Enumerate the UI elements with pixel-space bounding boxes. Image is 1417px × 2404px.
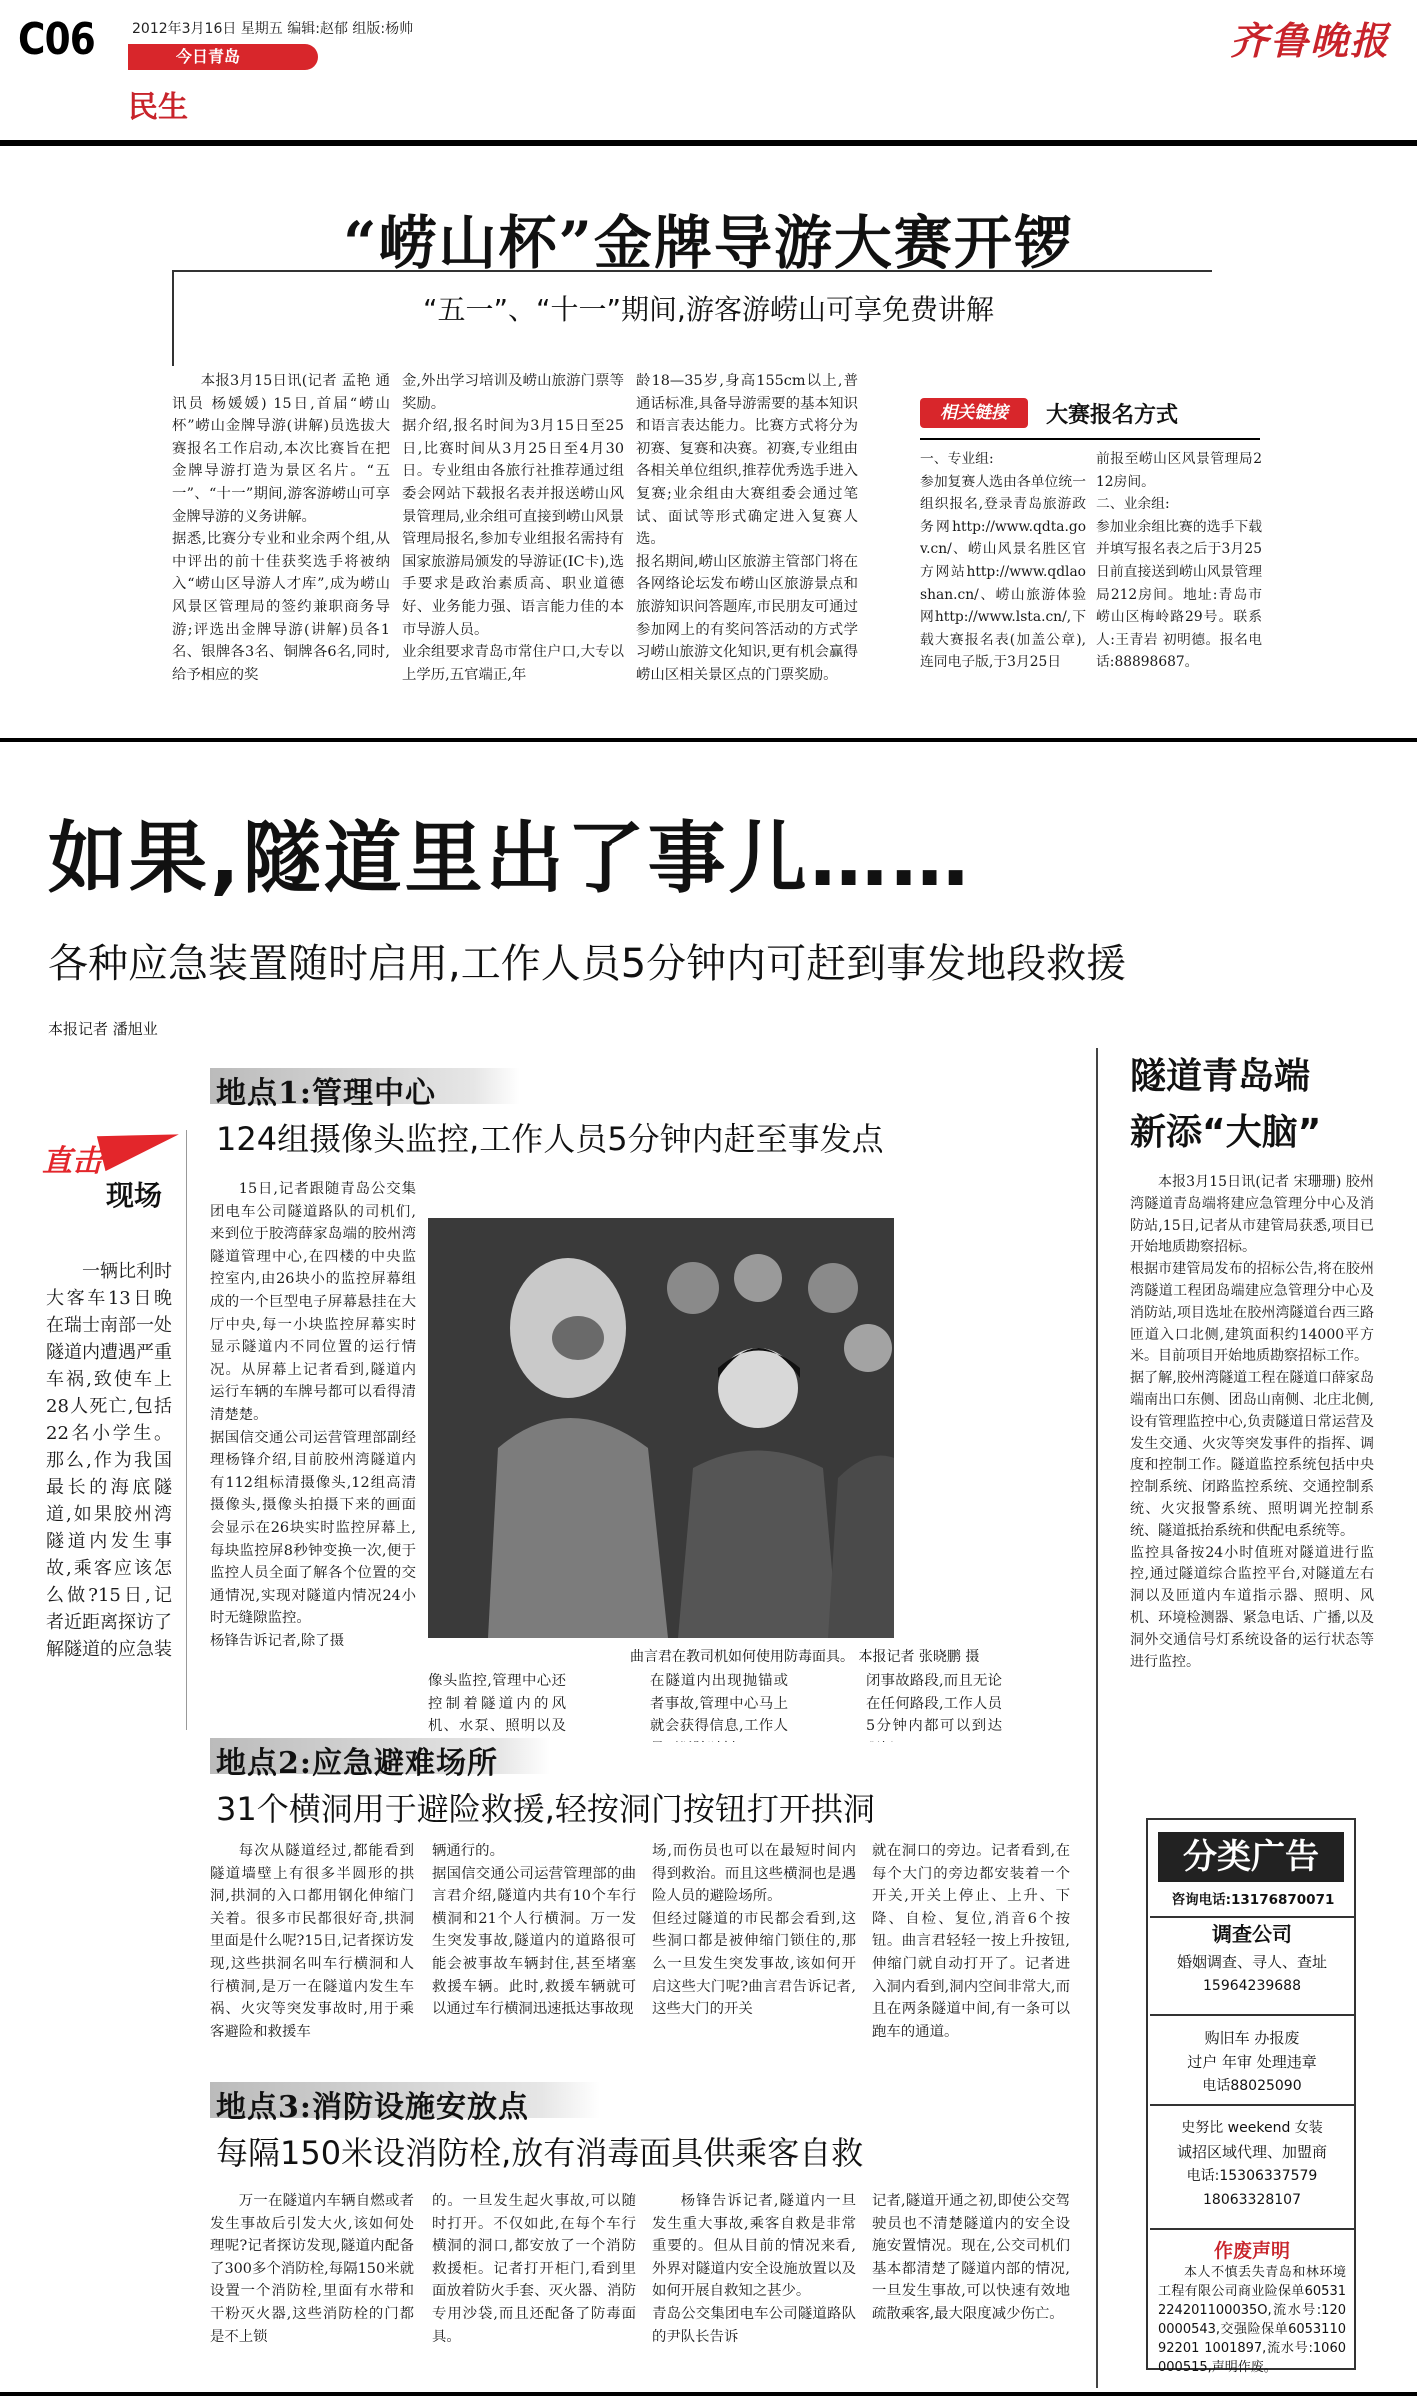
s1-col2-text: 像头监控,管理中心还控制着隧道内的风机、水泵、照明以及 — [428, 1673, 566, 1735]
s3-col4-text: 记者,隧道开通之初,即使公交驾驶员也不清楚隧道内的安全设施安置情况。现在,公交司机们基本都清楚了隧道内部的情况,一旦发生事故,可以快速有效地疏散乘客,最大限度减少伤亡。 — [872, 2193, 1070, 2322]
article1-box — [172, 270, 1212, 366]
ad-shop-phone2: 18063328107 — [1203, 2192, 1301, 2208]
article1-col2-text: 金,外出学习培训及崂山旅游门票等奖励。 据介绍,报名时间为3月15日至25日,比赛时间从3月25日至4月30日。专业组由各旅行社推荐通过组委会网站下载报名表并报送崂山风景管理局,业余组可直接到崂山风景管理局报名,参加专业组报名需持有国家旅游局颁发的导游证(IC卡),选手要求是政治素质高、职业道德好、业务能力强、语言能力佳的本市导游人员。 业余组要求青岛市常住户口,大专以上学历,五官端正,年 — [402, 373, 624, 683]
woman-body — [678, 1451, 838, 1639]
figure-left-body — [488, 1418, 668, 1638]
ad-survey — [1150, 1916, 1354, 2010]
article2-intro — [46, 1258, 172, 1664]
ad-survey-phone: 15964239688 — [1203, 1978, 1301, 1994]
related-link-badge: 相关链接 — [920, 398, 1028, 428]
s2-col2 — [432, 1840, 636, 2052]
face-1 — [667, 1262, 719, 1314]
section-tag: 今日青岛 — [128, 44, 318, 70]
classifieds-hotline: 咨询电话:13176870071 — [1171, 1892, 1335, 1908]
article3-headline-line1: 隧道青岛端 — [1130, 1056, 1311, 1097]
ad-void-title: 作废声明 — [1213, 2240, 1290, 2262]
article1-col2 — [402, 370, 624, 700]
article1-col3-text: 龄18—35岁,身高155cm以上,普通话标准,具备导游需要的基本知识和语言表达能力。比赛方式将分为初赛、复赛和决赛。初赛,专业组由各相关单位组织,推荐优秀选手进入复赛;业余组由大赛组委会通过笔试、面试等形式确定进入复赛人选。 报名期间,崂山区旅游主管部门将在各网络论坛发布崂山区旅游景点和旅游知识问答题库,市民朋友可通过参加网上的有奖问答活动的方式学习崂山旅游文化知识,更有机会赢得崂山区相关景区点的门票奖励。 — [636, 373, 858, 683]
s1-col1 — [210, 1178, 416, 1720]
figure-right — [828, 1456, 894, 1639]
s1-kicker: 地点1:管理中心 — [216, 1076, 436, 1111]
s1-col2 — [428, 1670, 566, 1742]
ad-car-line1: 购旧车 办报废 — [1204, 2029, 1300, 2047]
article2-headline: 如果,隧道里出了事儿…… — [48, 814, 972, 904]
article3-body-text: 本报3月15日讯(记者 宋珊珊) 胶州湾隧道青岛端将建应急管理分中心及消防站,15日,记者从市建管局获悉,项目已开始地质勘察招标。 根据市建管局发布的招标公告,将在胶州湾隧道工程团岛端建应急管理分中心及消防站,项目选址在胶州湾隧道台西三路匝道入口北侧,建筑面积约14000平方米。目前项目开始地质勘察招标工作。 据了解,胶州湾隧道工程在隧道口薛家岛端南出口东侧、团岛山南侧、北庄北侧,设有管理监控中心,负责隧道日常运营及发生交通、火灾等突发事件的指挥、调度和控制工作。隧道监控系统包括中央控制系统、闭路监控系统、交通控制系统、火灾报警系统、照明调光控制系统、隧道抵抬系统和供配电系统等。 监控具备按24小时值班对隧道进行监控,通过隧道综合监控平台,对隧道左右洞以及匝道内车道指示器、照明、风机、环境检测器、紧急电话、广播,以及洞外交通信号灯系统设备的运行状态等进行监控。 — [1130, 1174, 1374, 1670]
ad-car-line2: 过户 年审 处理违章 — [1187, 2053, 1317, 2071]
photo — [428, 1218, 894, 1638]
article2-byline: 本报记者 潘旭业 — [48, 1020, 158, 1038]
ad-car — [1150, 2014, 1354, 2106]
s1-col4-text: 闭事故路段,而且无论在任何路段,工作人员5分钟内都可以到达 — [866, 1673, 1002, 1735]
article1-subhead: “五一”、“十一”期间,游客游崂山可享免费讲解 — [423, 293, 994, 326]
article3-headline-line2: 新添“大脑” — [1130, 1112, 1322, 1153]
ad-shop-line2: 诚招区域代理、加盟商 — [1176, 2143, 1327, 2161]
page-number: C06 — [18, 14, 95, 65]
badge-line1: 直击 — [42, 1144, 102, 1179]
right-column-divider — [1096, 1048, 1098, 2388]
badge-line2: 现场 — [106, 1179, 163, 1212]
s3-kicker: 地点3:消防设施安放点 — [216, 2090, 529, 2125]
s1-col1-text: 15日,记者跟随青岛公交集团电车公司隧道路队的司机们,来到位于胶湾薛家岛端的胶州湾隧道管理中心,在四楼的中央监控室内,由26块小的监控屏幕组成的一个巨型电子屏幕悬挂在大厅中央,每一小块监控屏幕实时显示隧道内不同位置的运行情况。从屏幕上记者看到,隧道内运行车辆的车牌号都可以看得清清楚楚。 据国信交通公司运营管理部副经理杨锋介绍,目前胶州湾隧道内有112组标清摄像头,12组高清摄像头,摄像头拍摄下来的画面会显示在26块实时监控屏幕上,每块监控屏8秒钟变换一次,便于监控人员全面了解各个位置的交通情况,实现对隧道内情况24小时无缝隙监控。 杨锋告诉记者,除了摄 — [210, 1181, 416, 1649]
s3-col2 — [432, 2190, 636, 2368]
photo-illustration — [428, 1218, 894, 1638]
article1-bottom-rule — [0, 738, 1417, 742]
sidebar-col2 — [1096, 448, 1262, 708]
photo-caption: 曲言君在教司机如何使用防毒面具。 本报记者 张晓鹏 摄 — [630, 1649, 980, 1665]
ad-void — [1150, 2228, 1354, 2375]
issue-meta: 2012年3月16日 星期五 编辑:赵郁 组版:杨帅 — [132, 21, 414, 37]
mask-visor — [552, 1316, 604, 1360]
ad-car-phone: 电话88025090 — [1202, 2078, 1302, 2094]
face-4 — [844, 1324, 892, 1372]
s2-col4 — [872, 1840, 1070, 2052]
s1-col3-text: 在隧道内出现抛锚或者事故,管理中心马上就会获得信息,工作人 — [650, 1673, 788, 1735]
sidebar-col1 — [920, 448, 1086, 708]
sidebar-rule — [920, 438, 1260, 440]
badge-arrow — [97, 1117, 183, 1171]
face-2 — [734, 1254, 782, 1302]
ad-survey-line: 婚姻调查、寻人、查址 — [1176, 1953, 1327, 1971]
intro-divider — [186, 1130, 187, 1730]
page-bottom-rule — [0, 2392, 1417, 2396]
s2-col3-text: 场,而伤员也可以在最短时间内得到救治。而且这些横洞也是遇险人员的避险场所。 但经过隧道的市民都会看到,这些洞口都是被伸缩门锁住的,那么一旦发生突发事故,该如何开启这些大门呢?曲言君告诉记者,这些大门的开关 — [652, 1843, 856, 2018]
s3-col4 — [872, 2190, 1070, 2368]
header-rule — [0, 140, 1417, 146]
sidebar-col1-text: 一、专业组: 参加复赛人选由各单位统一组织报名,登录青岛旅游政务网http://www.qdta.gov.cn/、崂山风景名胜区官方网站http://www.qdlaoshan.cn/、崂山旅游体验网http://www.lsta.cn/,下载大赛报名表(加盖公章),连同电子版,于3月25日 — [920, 451, 1086, 671]
s2-headline: 31个横洞用于避险救援,轻按洞门按钮打开拱洞 — [216, 1790, 875, 1828]
direct-scene-badge — [36, 1122, 196, 1218]
s2-col2-text: 辆通行的。 据国信交通公司运营管理部的曲言君介绍,隧道内共有10个车行横洞和21个人行横洞。万一发生突发事故,隧道内的道路很可能会被事故车辆封住,甚至堵塞救援车辆。此时,救援车辆就可以通过车行横洞迅速抵达事故现 — [432, 1843, 636, 2018]
s2-col1 — [210, 1840, 414, 2052]
ad-shop-line1: 史努比 weekend 女装 — [1181, 2120, 1323, 2136]
ad-shop-phone1: 电话:15306337579 — [1186, 2168, 1318, 2184]
masthead-logo: 齐鲁晚报 — [1230, 18, 1391, 63]
article1-col1-text: 本报3月15日讯(记者 孟艳 通讯员 杨媛媛) 15日,首届“崂山杯”崂山金牌导游(讲解)员选拔大赛报名工作启动,本次比赛旨在把金牌导游打造为景区名片。“五一”、“十一”期间,游客游崂山可享金牌导游的义务讲解。 据悉,比赛分专业和业余两个组,从中评出的前十佳获奖选手将被纳入“崂山区导游人才库”,成为崂山风景区管理局的签约兼职商务导游;评选出金牌导游(讲解)员各1名、银牌各3名、铜牌各6名,同时,给予相应的奖 — [172, 373, 390, 683]
s1-headline: 124组摄像头监控,工作人员5分钟内赶至事发点 — [216, 1120, 884, 1158]
s1-col4 — [866, 1670, 1002, 1742]
classifieds-title: 分类广告 — [1158, 1832, 1344, 1882]
s3-col1-text: 万一在隧道内车辆自燃或者发生事故后引发大火,该如何处理呢?记者探访发现,隧道内配备了300多个消防栓,每隔150米就设置一个消防栓,里面有水带和干粉灭火器,这些消防栓的门都是不上锁 — [210, 2193, 414, 2345]
ad-shop — [1150, 2104, 1354, 2230]
article3-body — [1130, 1172, 1374, 1792]
ad-survey-title: 调查公司 — [1212, 1922, 1292, 1946]
s2-col1-text: 每次从隧道经过,都能看到隧道墙壁上有很多半圆形的拱洞,拱洞的入口都用钢化伸缩门关着。很多市民都很好奇,拱洞里面是什么呢?15日,记者探访发现,这些拱洞名叫车行横洞和人行横洞,是万一在隧道内发生车祸、火灾等突发事故时,用于乘客避险和救援车 — [210, 1843, 414, 2040]
s2-kicker: 地点2:应急避难场所 — [216, 1746, 498, 1781]
article1-headline: “崂山杯”金牌导游大赛开锣 — [343, 209, 1074, 277]
s2-col4-text: 就在洞口的旁边。记者看到,在每个大门的旁边都安装着一个开关,开关上停止、上升、下降、自检、复位,消音6个按钮。曲言君轻轻一按上升按钮,伸缩门就自动打开了。记者进入洞内看到,洞内空间非常大,而且在两条隧道中间,有一条可以跑车的通道。 — [872, 1843, 1070, 2040]
article2-subhead: 各种应急装置随时启用,工作人员5分钟内可赶到事发地段救援 — [48, 941, 1127, 987]
s3-col2-text: 的。一旦发生起火事故,可以随时打开。不仅如此,在每个车行横洞的洞口,都安放了一个消防救援柜。记者打开柜门,看到里面放着防火手套、灭火器、消防专用沙袋,而且还配备了防毒面具。 — [432, 2193, 636, 2345]
s2-col3 — [652, 1840, 856, 2052]
face-3 — [808, 1263, 858, 1313]
sidebar-title: 大赛报名方式 — [1046, 403, 1179, 428]
sidebar-col2-text: 前报至崂山区风景管理局212房间。 二、业余组: 参加业余组比赛的选手下载并填写报名表之后于3月25日前直接送到崂山风景管理局212房间。地址:青岛市崂山区梅岭路29号。联系人:王青岩 初明德。报名电话:88898687。 — [1096, 451, 1262, 671]
s3-headline: 每隔150米设消防栓,放有消毒面具供乘客自救 — [216, 2134, 864, 2172]
article1-col1 — [172, 370, 390, 700]
s3-col3-text: 杨锋告诉记者,隧道内一旦发生重大事故,乘客自救是非常重要的。但从目前的情况来看,外界对隧道内安全设施放置以及如何开展自救知之甚少。 青岛公交集团电车公司隧道路队的尹队长告诉 — [652, 2193, 856, 2345]
ad-void-body: 本人不慎丢失青岛和林环境工程有限公司商业险保单60531224201100035O,流水号:1200000543,交强险保单605311092201 1001897,流水号:1060000515,声明作废。 — [1158, 2265, 1346, 2375]
s1-col3 — [650, 1670, 788, 1742]
article2-intro-text: 一辆比利时大客车13日晚在瑞士南部一处隧道内遭遇严重车祸,致使车上28人死亡,包括22名小学生。那么,作为我国最长的海底隧道,如果胶州湾隧道内发生事故,乘客应该怎么做?15日,记者近距离探访了解隧道的应急装 — [46, 1261, 172, 1660]
article1-col3 — [636, 370, 858, 700]
s3-col3 — [652, 2190, 856, 2368]
section-name: 民生 — [128, 90, 188, 125]
s3-col1 — [210, 2190, 414, 2368]
